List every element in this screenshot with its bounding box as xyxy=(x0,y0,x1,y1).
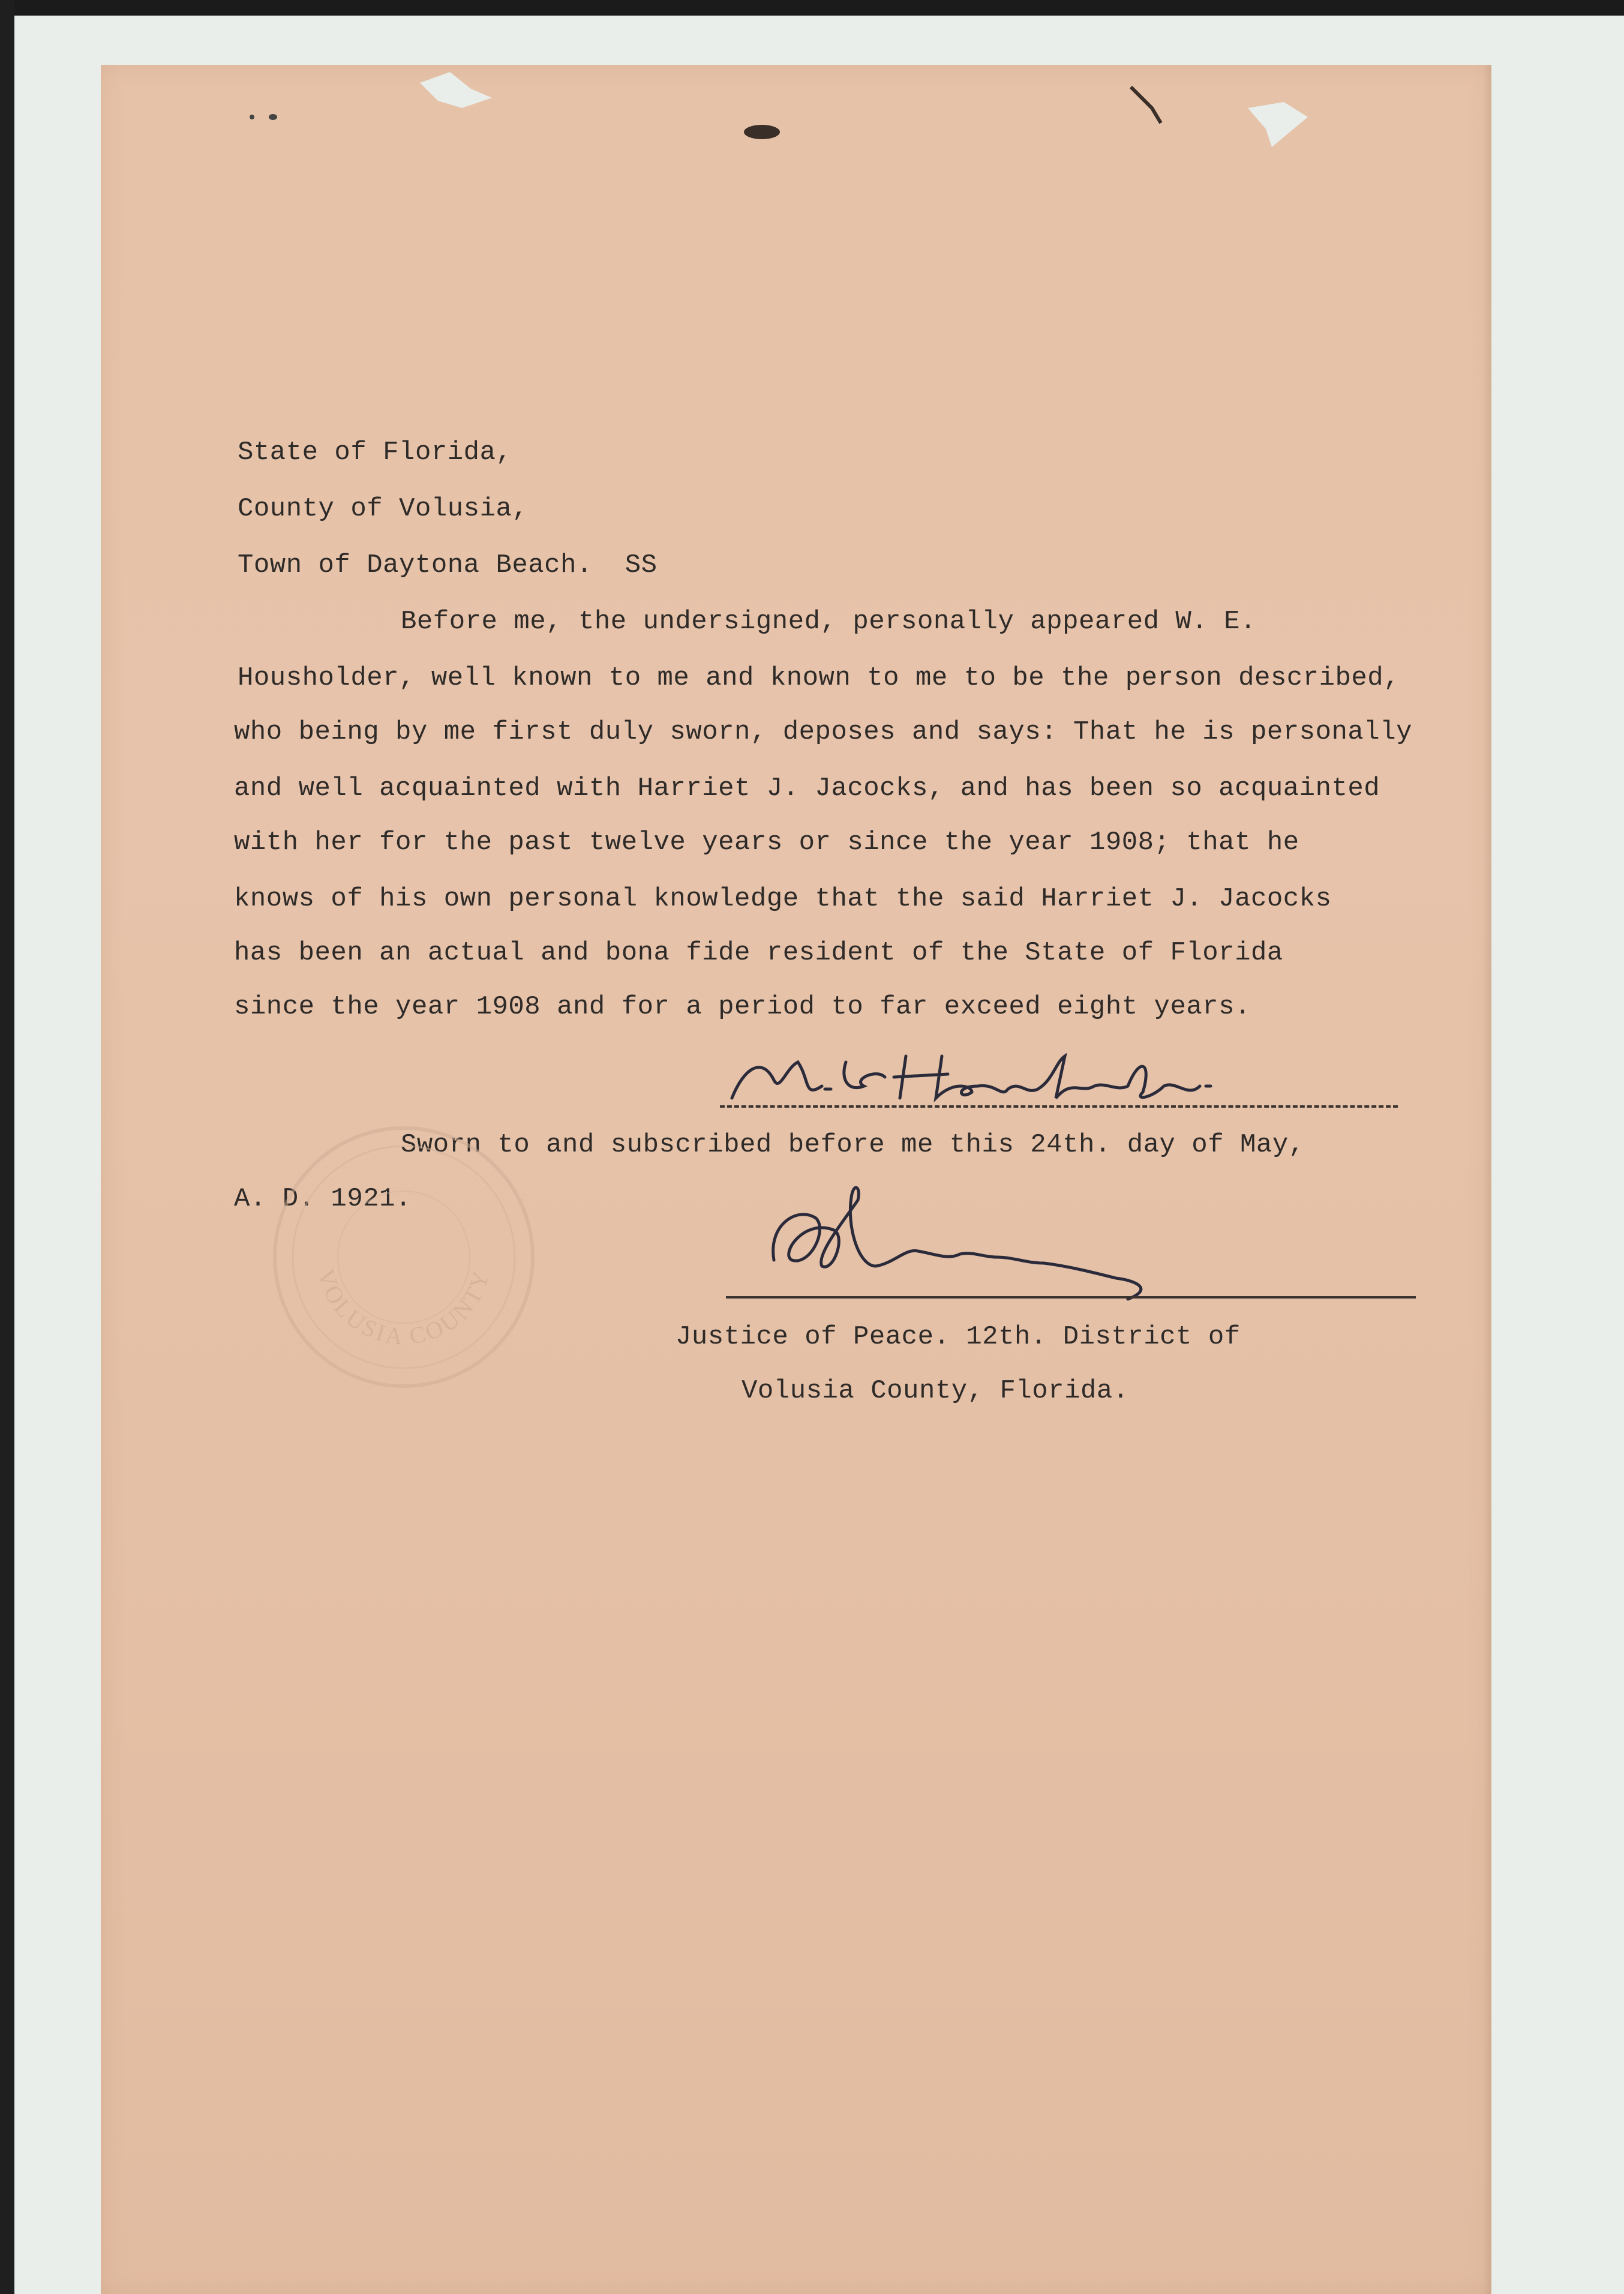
officer-signature-line xyxy=(726,1296,1416,1299)
jurat-line-2: A. D. 1921. xyxy=(234,1184,412,1214)
torn-hole-right xyxy=(1236,96,1320,150)
body-line-8: since the year 1908 and for a period to far exceed eight years. xyxy=(234,992,1251,1022)
affiant-signature-line xyxy=(720,1105,1398,1108)
ink-blot xyxy=(738,120,786,144)
body-line-6: knows of his own personal knowledge that the said Harriet J. Jacocks xyxy=(234,884,1332,914)
embossed-county-seal xyxy=(263,1116,545,1398)
scanner-edge-top xyxy=(0,0,1624,16)
venue-county: County of Volusia, xyxy=(238,494,529,524)
officer-signature xyxy=(756,1176,1272,1314)
scanner-edge-left xyxy=(0,0,14,2294)
jurat-line-1: Sworn to and subscribed before me this 24th. day of May, xyxy=(401,1130,1305,1160)
venue-town: Town of Daytona Beach. SS xyxy=(238,550,658,580)
body-line-5: with her for the past twelve years or since the year 1908; that he xyxy=(234,827,1299,857)
affiant-signature xyxy=(720,1044,1272,1110)
paper-tear-mark xyxy=(1128,84,1164,126)
body-line-4: and well acquainted with Harriet J. Jacocks, and has been so acquainted xyxy=(234,773,1380,803)
venue-state: State of Florida, xyxy=(238,437,512,467)
paper-edge xyxy=(1483,65,1491,2294)
body-line-1: Before me, the undersigned, personally appeared W. E. xyxy=(401,607,1256,637)
officer-title-line-2: Volusia County, Florida. xyxy=(742,1376,1129,1406)
officer-title-line-1: Justice of Peace. 12th. District of xyxy=(676,1322,1241,1352)
svg-text:VOLUSIA COUNTY: VOLUSIA COUNTY xyxy=(312,1266,496,1350)
body-line-2: Housholder, well known to me and known to me to be the person described, xyxy=(238,663,1400,693)
body-line-3: who being by me first duly sworn, deposes and says: That he is personally xyxy=(234,717,1413,747)
body-line-7: has been an actual and bona fide resident of the State of Florida xyxy=(234,938,1283,968)
ink-mark xyxy=(246,108,294,126)
torn-hole-left xyxy=(414,65,498,113)
